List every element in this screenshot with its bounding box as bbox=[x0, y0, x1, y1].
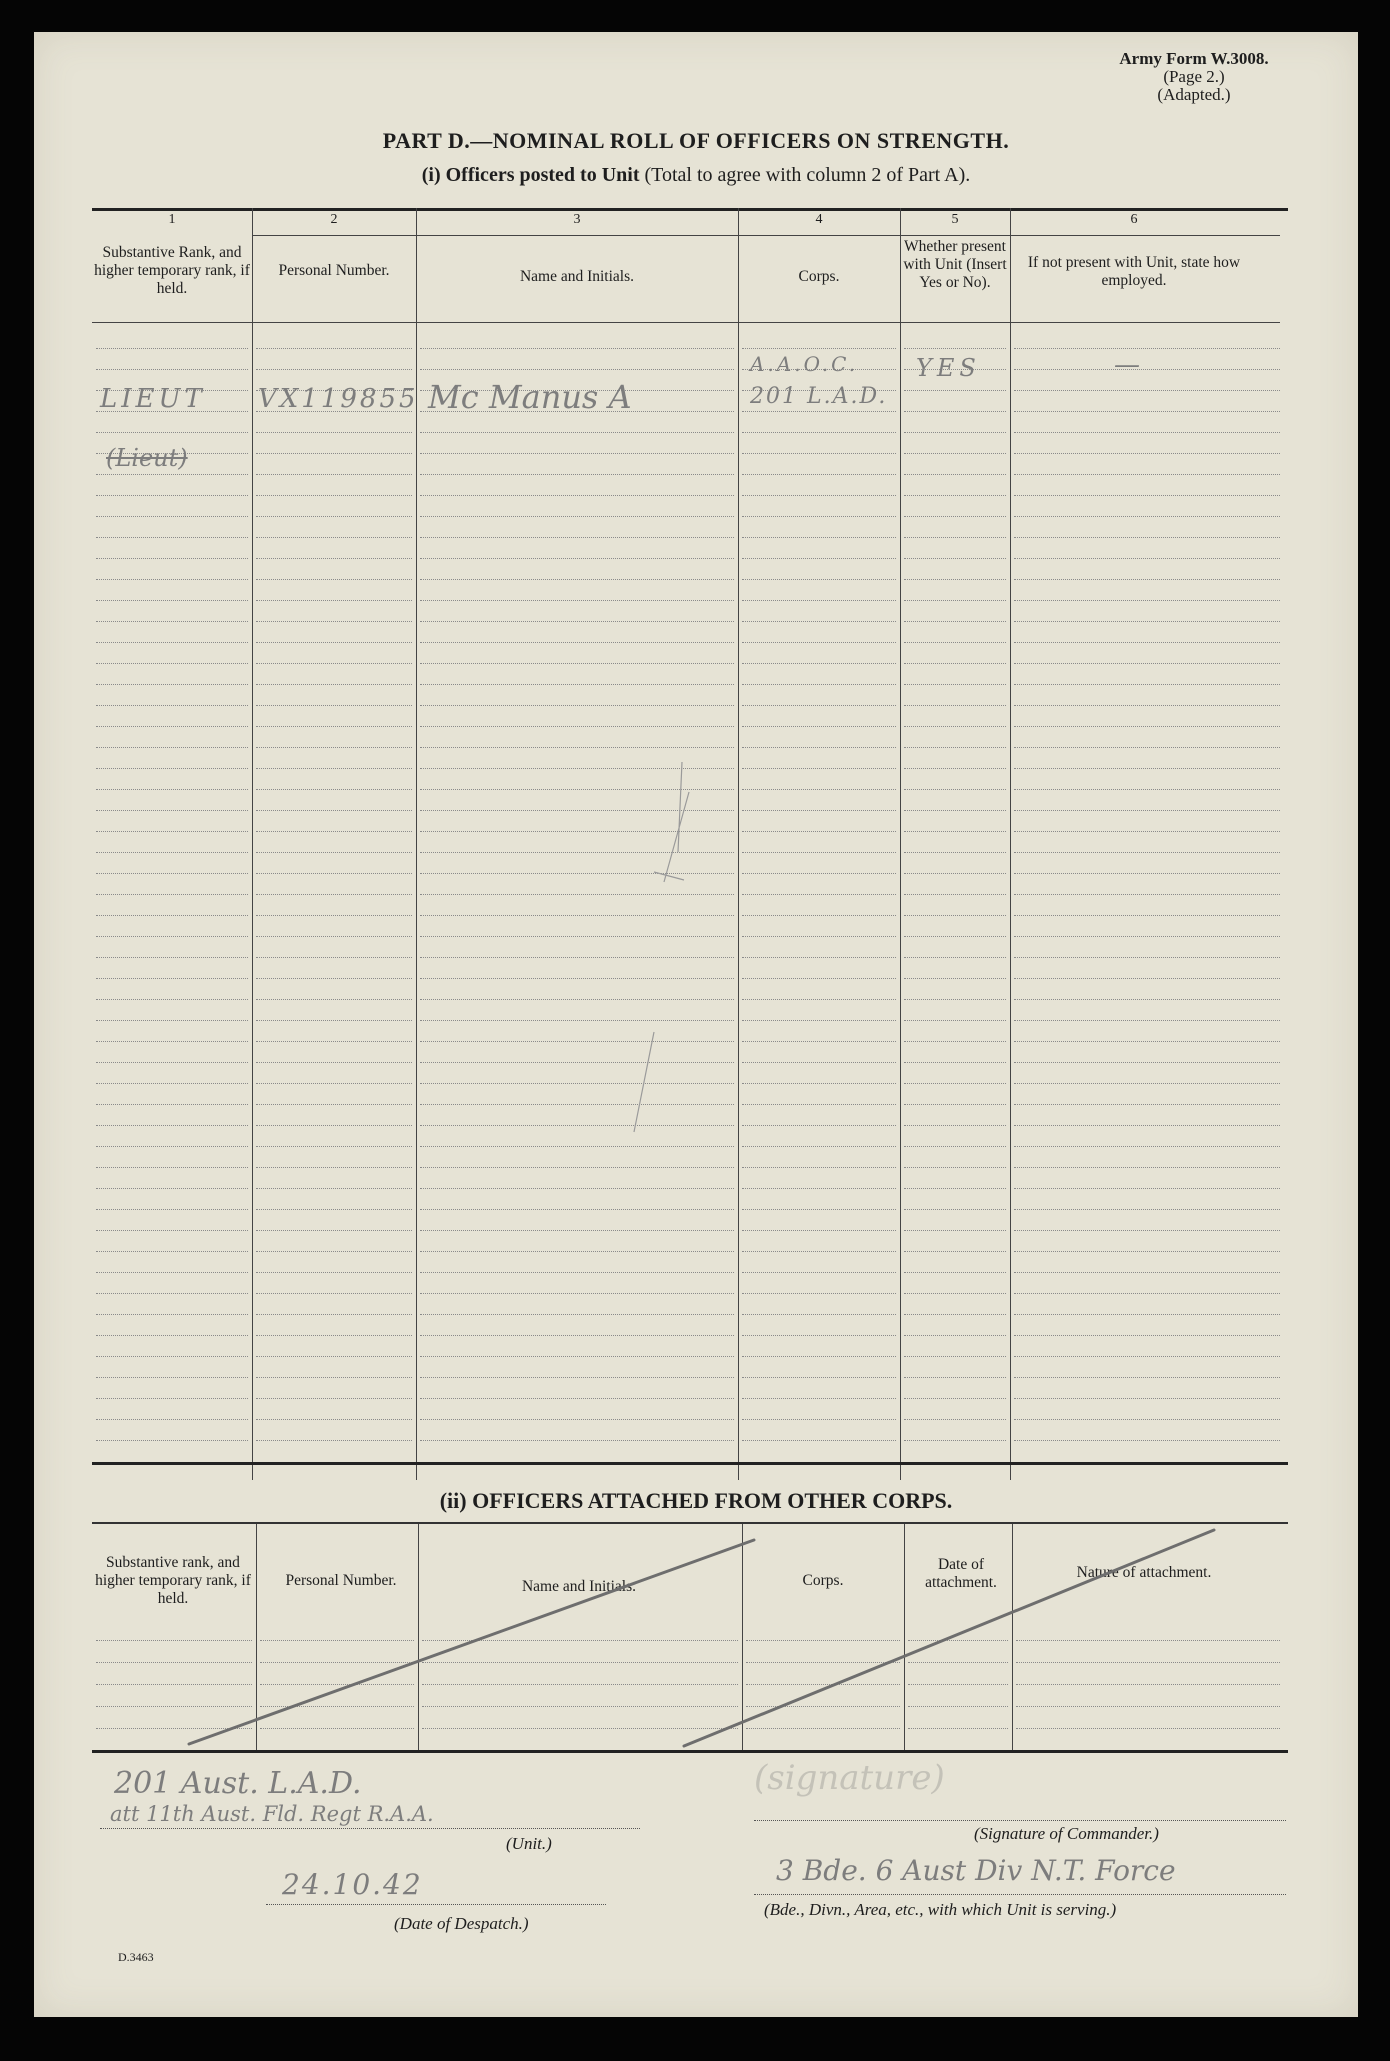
bde-value: 3 Bde. 6 Aust Div N.T. Force bbox=[776, 1854, 1176, 1887]
bde-label: (Bde., Divn., Area, etc., with which Unit is serving.) bbox=[764, 1900, 1117, 1919]
section2-header-date: Date of attachment. bbox=[925, 1556, 997, 1591]
entry-personal-number: VX119855 bbox=[258, 384, 419, 414]
entry-corps: A.A.O.C. bbox=[750, 352, 859, 376]
cancellation-lines bbox=[34, 32, 1358, 2017]
form-ref-title: Army Form W.3008. bbox=[1119, 49, 1269, 68]
entry-rank: LIEUT bbox=[100, 384, 206, 414]
entry-present: YES bbox=[916, 354, 981, 382]
col-number-3: 3 bbox=[573, 212, 581, 227]
header-present: Whether present with Unit (Insert Yes or No). bbox=[903, 238, 1007, 291]
section2-header-corps: Corps. bbox=[802, 1572, 844, 1589]
signature-rule bbox=[754, 1820, 1286, 1821]
header-rank: Substantive Rank, and higher temporary rank, if held. bbox=[94, 244, 250, 297]
col-number-6: 6 bbox=[1130, 212, 1138, 227]
col-number-1: 1 bbox=[168, 212, 176, 227]
col-number-5: 5 bbox=[951, 212, 959, 227]
despatch-date-value: 24.10.42 bbox=[282, 1868, 423, 1901]
page-title: PART D.—NOMINAL ROLL OF OFFICERS ON STRENGTH. bbox=[382, 128, 1010, 153]
footer-unit-attached: att 11th Aust. Fld. Regt R.A.A. bbox=[110, 1802, 434, 1826]
entry-unit: 201 L.A.D. bbox=[750, 384, 888, 409]
form-ref-page: (Page 2.) bbox=[1163, 67, 1225, 86]
header-corps: Corps. bbox=[798, 268, 840, 285]
bde-rule bbox=[754, 1894, 1286, 1895]
signature-label: (Signature of Commander.) bbox=[974, 1824, 1159, 1843]
section2-header-personal-number: Personal Number. bbox=[285, 1572, 397, 1589]
section2-header-name: Name and Initials. bbox=[521, 1578, 637, 1595]
entry-rank-note: (Lieut) bbox=[106, 444, 188, 472]
section2-header-nature: Nature of attachment. bbox=[1076, 1564, 1212, 1581]
unit-label: (Unit.) bbox=[506, 1834, 552, 1853]
entry-employment: — bbox=[1114, 350, 1140, 380]
form-ref-adapted: (Adapted.) bbox=[1157, 85, 1231, 104]
section1-subtitle-bold: (i) Officers posted to Unit bbox=[421, 164, 640, 186]
header-employment: If not present with Unit, state how employed. bbox=[1027, 254, 1241, 289]
commander-signature: (signature) bbox=[754, 1758, 945, 1798]
section2-title: (ii) OFFICERS ATTACHED FROM OTHER CORPS. bbox=[439, 1488, 953, 1513]
header-personal-number: Personal Number. bbox=[278, 262, 390, 279]
section1-subtitle-note: (Total to agree with column 2 of Part A). bbox=[644, 164, 971, 186]
date-label: (Date of Despatch.) bbox=[394, 1914, 529, 1933]
footer-unit-handwritten: 201 Aust. L.A.D. bbox=[114, 1766, 362, 1801]
unit-rule bbox=[100, 1828, 640, 1829]
header-name: Name and Initials. bbox=[519, 268, 635, 285]
section2-header-rank: Substantive rank, and higher temporary rank, if held. bbox=[95, 1554, 251, 1607]
col-number-2: 2 bbox=[330, 212, 338, 227]
col-number-4: 4 bbox=[815, 212, 823, 227]
date-rule bbox=[266, 1904, 606, 1905]
document-number: D.3463 bbox=[118, 1950, 154, 1964]
form-page bbox=[34, 32, 1358, 2017]
entry-name: Mc Manus A bbox=[428, 378, 632, 416]
